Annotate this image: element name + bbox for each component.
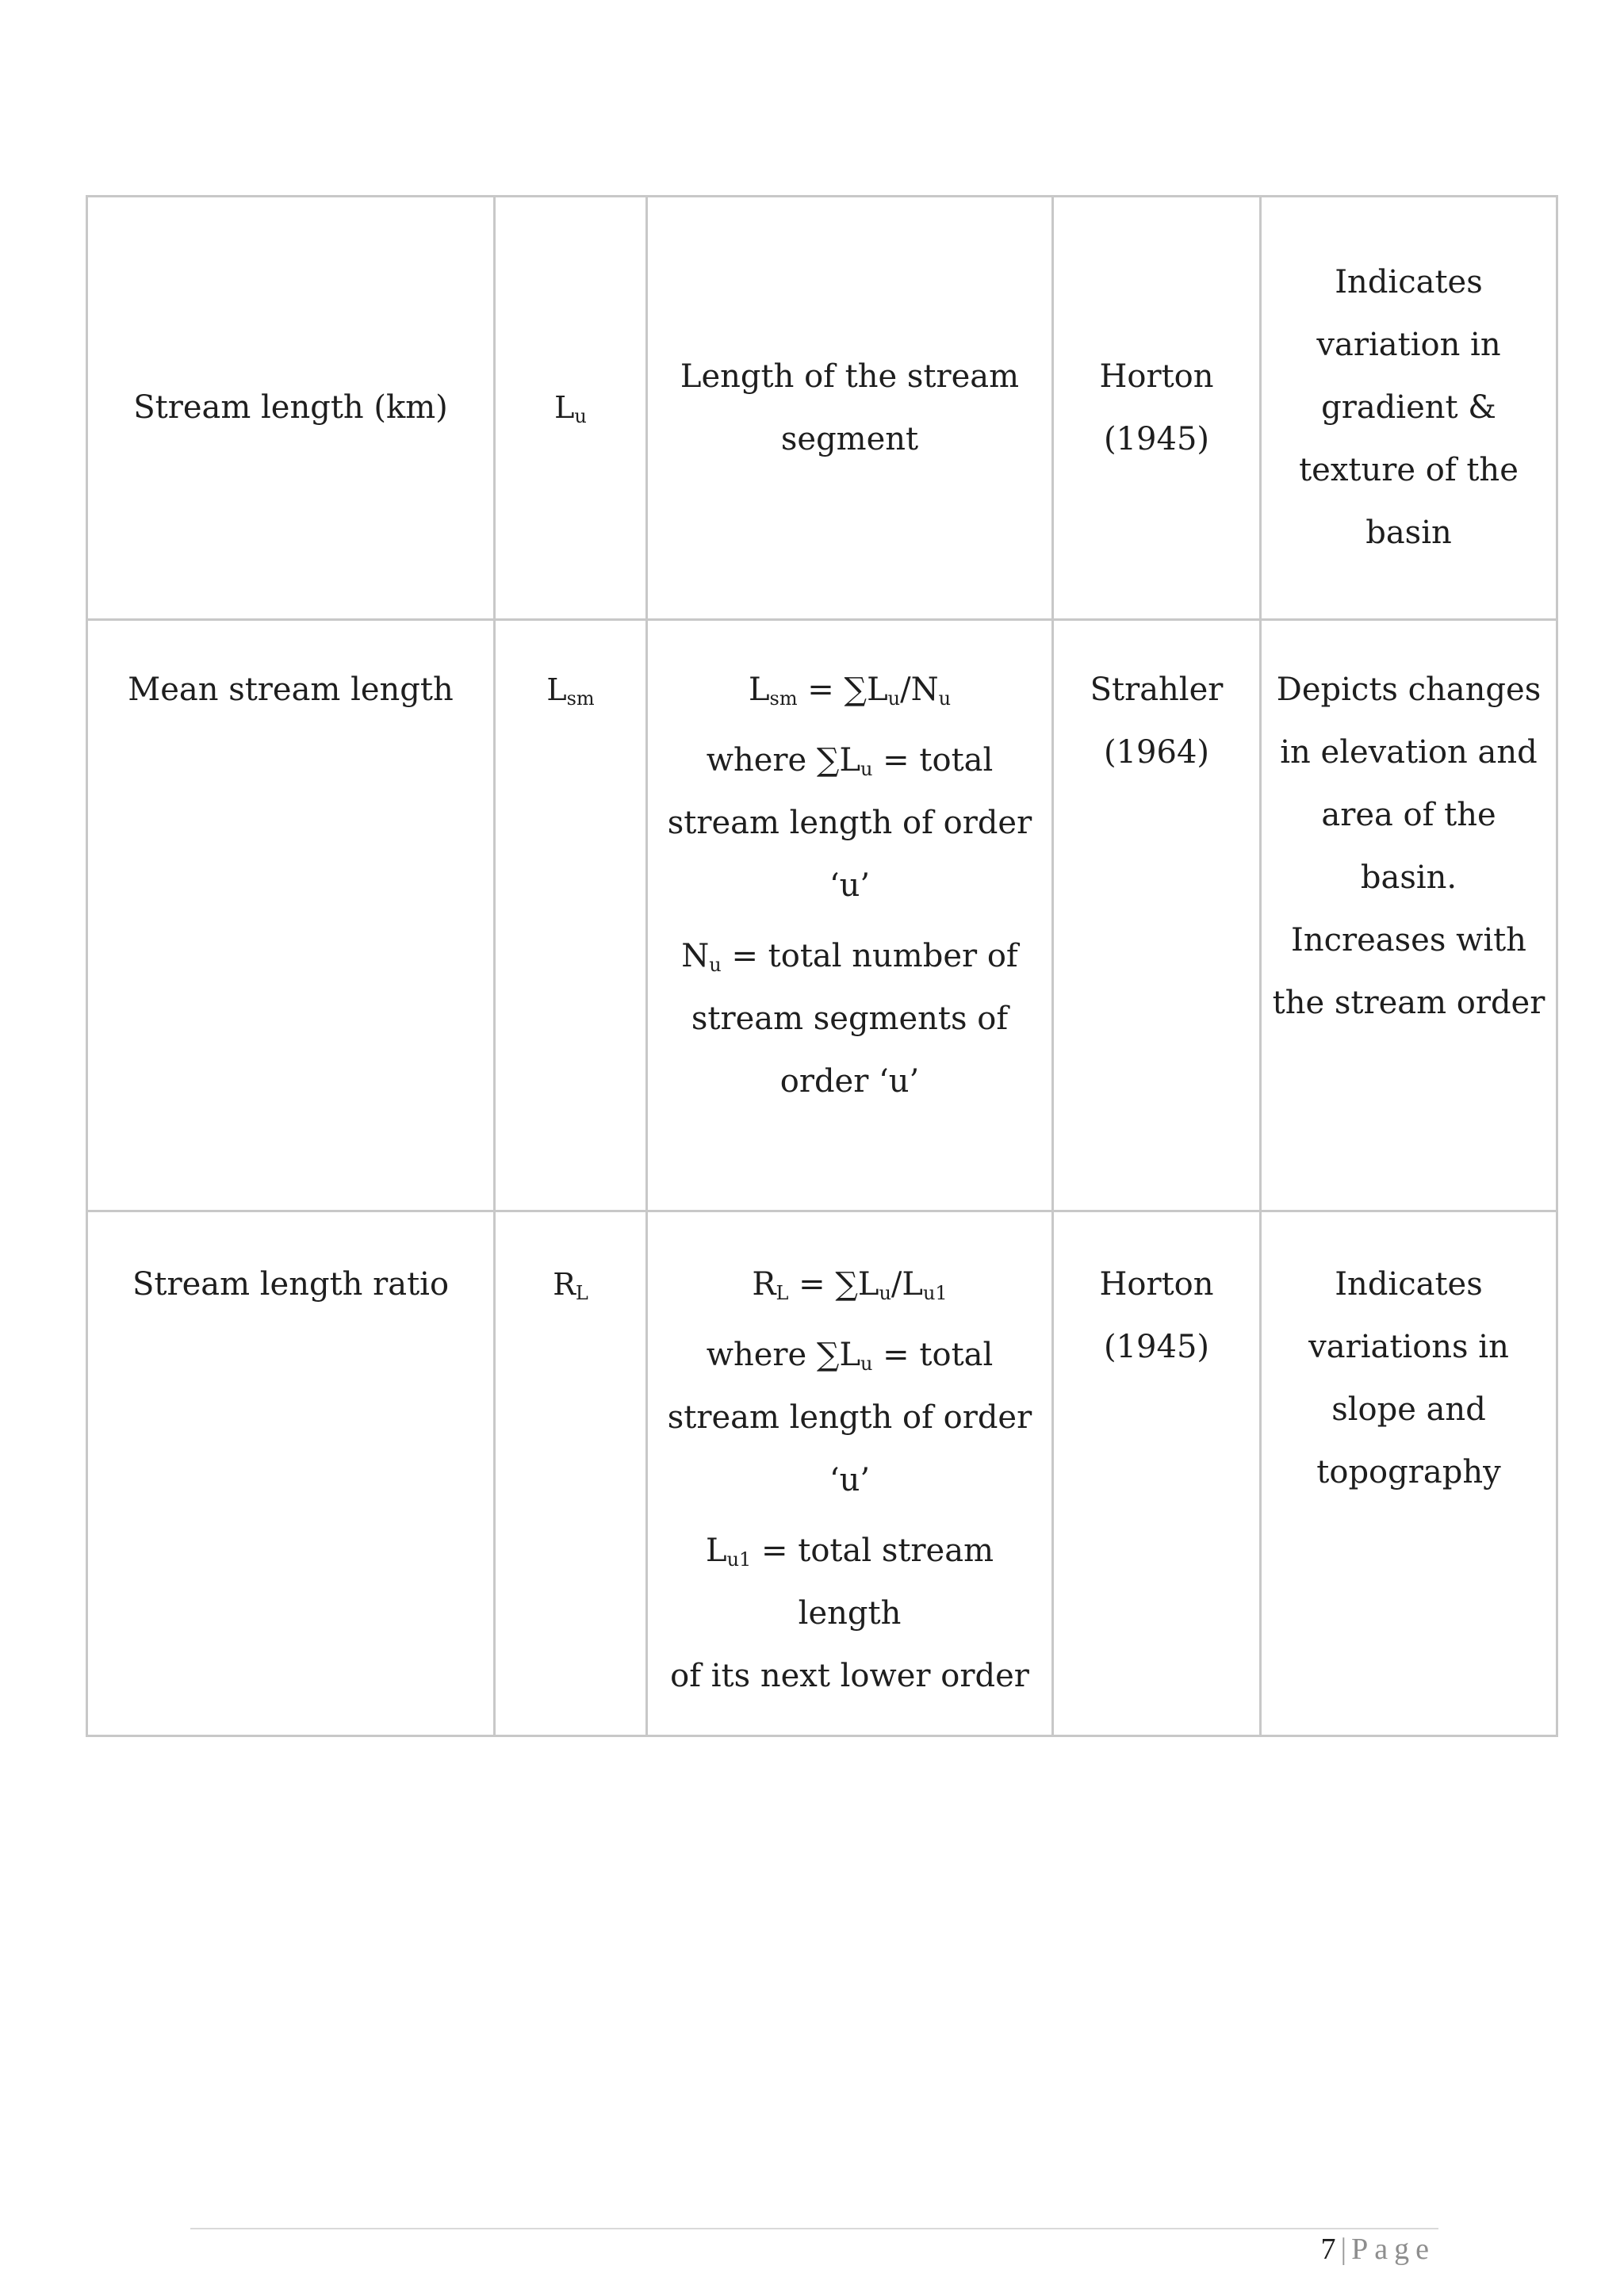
formula-sub: sm [769,687,798,710]
formula-term: /L [891,1266,923,1303]
description-cell [1261,197,1557,620]
formula-term: N [681,938,710,974]
symbol-cell [495,620,647,1211]
formula-sub: u [887,687,901,710]
description-cell [1261,620,1557,1211]
parameter-cell [87,197,495,620]
symbol-cell [495,197,647,620]
parameter-name: Mean stream length [128,672,454,708]
formula-cell [647,620,1053,1211]
formula-line: stream length of order [667,805,1032,841]
formula-term: = total number of [721,938,1018,974]
symbol-main: L [554,390,575,425]
footer-separator: | [1340,2233,1347,2266]
formula-term: where ∑L [706,742,860,779]
parameter-name: Stream length ratio [132,1266,450,1303]
symbol [546,672,595,710]
formula-line: ‘u’ [829,867,871,904]
formula-cell [647,1211,1053,1736]
formula-sub: u [860,758,873,780]
description-cell [1261,1211,1557,1736]
formula-sub: u [709,954,722,976]
formula-definition-line [657,925,1042,988]
morphometric-parameters-table [86,195,1558,1737]
formula-sub: u1 [922,1282,948,1304]
formula-term: = ∑L [797,672,888,708]
footer-divider [190,2228,1438,2229]
formula-where-line [657,729,1042,792]
parameter-cell [87,620,495,1211]
reference-year: (1945) [1103,420,1209,457]
reference-author: Horton [1099,1266,1214,1303]
formula-sub: u1 [726,1548,752,1571]
formula-line: ‘u’ [829,1462,871,1498]
symbol-sub: u [574,405,587,427]
page-number: 7 [1320,2233,1336,2266]
formula-term: where ∑L [706,1337,860,1373]
description-line: Depicts changes [1276,672,1542,708]
reference-year: (1945) [1103,1329,1209,1365]
reference-cell [1053,197,1261,620]
parameter-name: Stream length (km) [133,389,448,426]
symbol [553,1267,588,1302]
reference-cell [1053,1211,1261,1736]
formula-cell [647,197,1053,620]
description-line: area of the basin. [1321,797,1496,896]
formula-line: segment [780,420,919,457]
table-row-stream-length [87,197,1557,620]
description-line: texture of the [1299,452,1519,488]
formula-term: L [748,672,770,708]
symbol-main: R [553,1267,576,1302]
formula-definition-line [657,1520,1042,1645]
formula-sub: u [860,1353,873,1375]
table-row-stream-length-ratio [87,1211,1557,1736]
description-line: in elevation and [1280,734,1538,771]
formula-equation [657,1253,1042,1316]
description-line: the stream order [1272,985,1545,1021]
description-line: gradient & [1321,389,1496,426]
description-line: basin [1365,515,1452,551]
formula-equation [657,659,1042,721]
description-line: Indicates [1335,1266,1483,1303]
formula-term: R [752,1266,776,1303]
symbol-main: L [546,672,567,707]
reference-author: Horton [1099,358,1214,395]
formula-term: = total [872,1337,994,1373]
reference-year: (1964) [1103,734,1209,771]
formula-line: order ‘u’ [779,1063,920,1100]
formula-sub: u [938,687,952,710]
formula-term: /N [900,672,939,708]
description-line: slope and [1331,1391,1486,1428]
description-line: Increases with [1291,922,1526,959]
symbol-cell [495,1211,647,1736]
formula-term: = total stream length [751,1533,994,1632]
formula-line: stream length of order [667,1399,1032,1436]
parameter-cell [87,1211,495,1736]
formula-term: L [706,1533,727,1569]
description-line: variations in [1308,1329,1509,1365]
reference-cell [1053,620,1261,1211]
symbol-sub: sm [566,687,595,710]
formula-line: stream segments of [691,1001,1009,1037]
formula-where-line [657,1324,1042,1387]
description-line: variation in [1316,327,1501,363]
description-line: Indicates [1335,264,1483,300]
description-line: topography [1316,1454,1501,1490]
formula-term: = total [872,742,994,779]
formula-line: of its next lower order [670,1658,1029,1694]
reference-author: Strahler [1090,672,1224,708]
formula-sub: L [776,1282,789,1304]
formula-line: Length of the stream [680,358,1020,395]
page-footer [1321,2229,1435,2269]
symbol [554,390,587,425]
formula-sub: u [879,1282,891,1304]
table-row-mean-stream-length [87,620,1557,1211]
symbol-sub: L [575,1282,588,1304]
page-label: Page [1351,2233,1435,2266]
formula-term: = ∑L [788,1266,879,1303]
